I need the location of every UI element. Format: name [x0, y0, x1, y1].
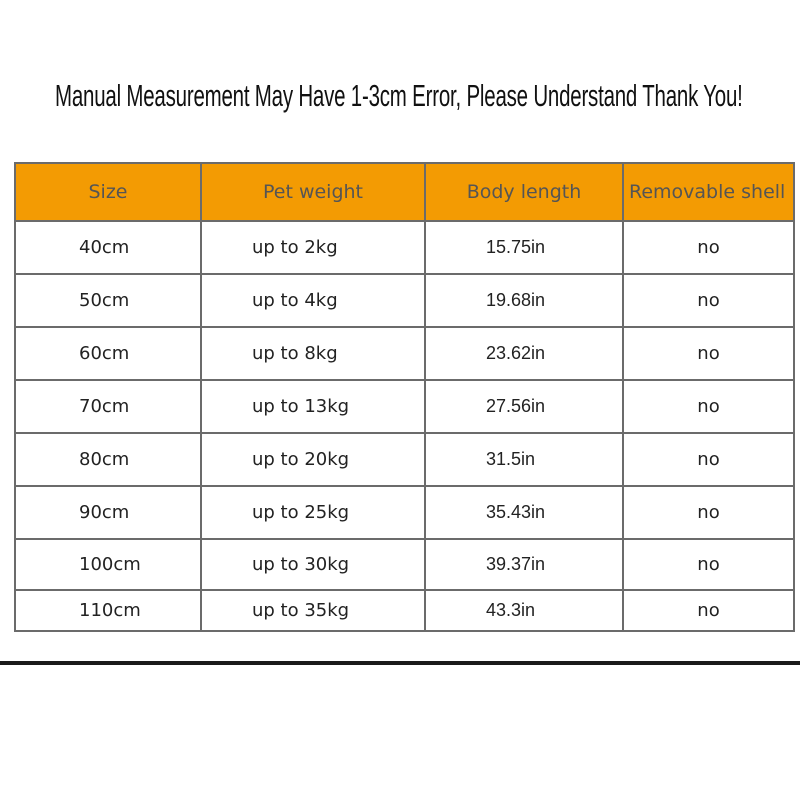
cell-size: 100cm: [15, 539, 201, 590]
cell-body-length: 31.5in: [425, 433, 623, 486]
cell-body-length: 39.37in: [425, 539, 623, 590]
cell-pet-weight: up to 25kg: [201, 486, 425, 539]
cell-size: 60cm: [15, 327, 201, 380]
table-header-row: [15, 163, 794, 221]
header-pet-weight: Pet weight: [201, 163, 425, 221]
header-body-length: Body length: [425, 163, 623, 221]
table-row: [15, 221, 794, 274]
cell-pet-weight: up to 4kg: [201, 274, 425, 327]
cell-size: 50cm: [15, 274, 201, 327]
cell-pet-weight: up to 20kg: [201, 433, 425, 486]
bottom-divider: [0, 661, 800, 665]
cell-removable-shell: no: [623, 327, 794, 380]
size-chart-table: [14, 162, 795, 632]
cell-pet-weight: up to 13kg: [201, 380, 425, 433]
cell-size: 40cm: [15, 221, 201, 274]
cell-size: 70cm: [15, 380, 201, 433]
cell-pet-weight: up to 35kg: [201, 590, 425, 631]
cell-size: 90cm: [15, 486, 201, 539]
table-row: [15, 327, 794, 380]
table-row: [15, 539, 794, 590]
table-row: [15, 380, 794, 433]
measurement-notice: Manual Measurement May Have 1-3cm Error, Please Understand Thank You!: [55, 78, 743, 113]
cell-pet-weight: up to 2kg: [201, 221, 425, 274]
cell-removable-shell: no: [623, 433, 794, 486]
cell-removable-shell: no: [623, 486, 794, 539]
cell-removable-shell: no: [623, 539, 794, 590]
table-row: [15, 433, 794, 486]
cell-pet-weight: up to 30kg: [201, 539, 425, 590]
cell-body-length: 35.43in: [425, 486, 623, 539]
cell-body-length: 23.62in: [425, 327, 623, 380]
cell-body-length: 43.3in: [425, 590, 623, 631]
cell-removable-shell: no: [623, 590, 794, 631]
cell-body-length: 19.68in: [425, 274, 623, 327]
cell-pet-weight: up to 8kg: [201, 327, 425, 380]
table-row: [15, 486, 794, 539]
cell-removable-shell: no: [623, 274, 794, 327]
cell-removable-shell: no: [623, 221, 794, 274]
cell-body-length: 15.75in: [425, 221, 623, 274]
cell-body-length: 27.56in: [425, 380, 623, 433]
table-row: [15, 590, 794, 631]
cell-removable-shell: no: [623, 380, 794, 433]
table-row: [15, 274, 794, 327]
cell-size: 80cm: [15, 433, 201, 486]
header-removable-shell: Removable shell: [623, 163, 794, 221]
cell-size: 110cm: [15, 590, 201, 631]
header-size: Size: [15, 163, 201, 221]
